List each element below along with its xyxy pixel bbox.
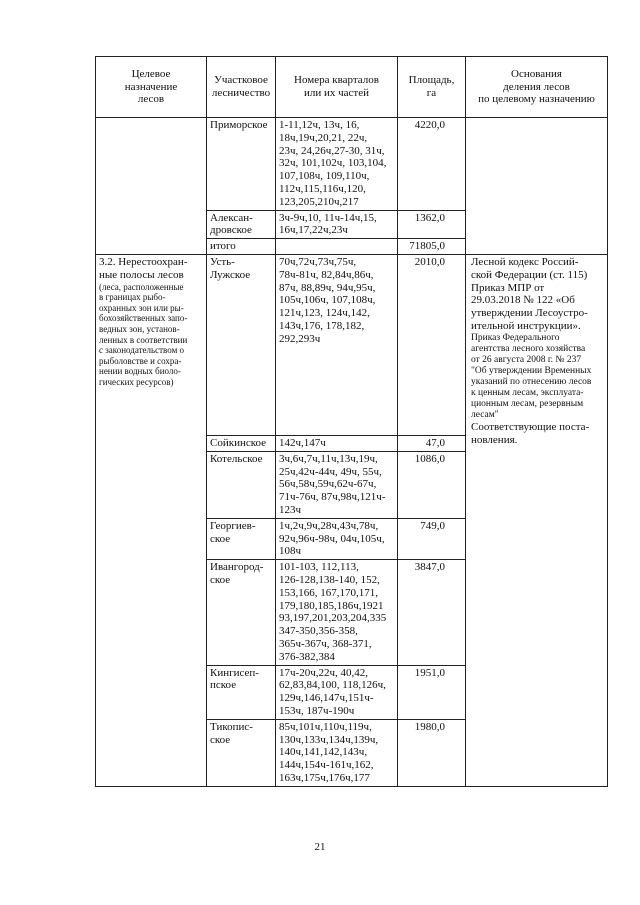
empty-purpose-cell — [96, 118, 207, 255]
quarters-cell: 101-103, 112,113, 126-128,138-140, 152, 153,166, 167,170,171, 179,180,185,186ч,1921 93,197,201,203,204,335 347-350,356-358, 365ч-367ч, 368-371, 376-382,384 — [276, 560, 398, 665]
table-row — [96, 254, 608, 435]
header-district: Участковое лесничество — [207, 57, 276, 118]
section-title: 3.2. Нерестоохран- ные полосы лесов — [99, 255, 188, 281]
area-cell: 749,0 — [398, 518, 466, 559]
header-basis: Основания деления лесов по целевому назначению — [466, 57, 608, 118]
basis-mpr-order: Приказ МПР от 29.03.2018 № 122 «Об утверждении Лесоустро- ительной инструкции». — [471, 281, 588, 332]
area-cell: 4220,0 — [398, 118, 466, 211]
table-header-row — [96, 57, 608, 118]
section-purpose-cell — [96, 254, 207, 786]
table-row — [96, 118, 608, 211]
district-cell: Алексан- дровское — [207, 210, 276, 239]
section-subtitle: (леса, расположенные в границах рыбо- охранных зон или ры- бохозяйственных запо- ведных зон, установ- ленных в соответствии с законодательством о рыболовстве и сохра- нении водных биоло- гических ресурсов) — [99, 281, 188, 387]
area-cell: 1951,0 — [398, 665, 466, 719]
area-cell: 1362,0 — [398, 210, 466, 239]
quarters-cell: 17ч-20ч,22ч, 40,42, 62,83,84,100, 118,126ч, 129ч,146,147ч,151ч- 153ч, 187ч-190ч — [276, 665, 398, 719]
forest-purpose-table — [95, 56, 608, 787]
quarters-cell: 1ч,2ч,9ч,28ч,43ч,78ч, 92ч,96ч-98ч, 04ч,105ч, 108ч — [276, 518, 398, 559]
total-area: 71805,0 — [398, 239, 466, 255]
basis-forest-code: Лесной кодекс Россий- ской Федерации (ст. 115) — [471, 255, 588, 281]
district-cell: Котельское — [207, 451, 276, 518]
total-label: итого — [207, 239, 276, 255]
quarters-cell: 85ч,101ч,110ч,119ч, 130ч,133ч,134ч,139ч, 140ч,141,142,143ч, 144ч,154ч-161ч,162, 163ч,175ч,176ч,177 — [276, 719, 398, 786]
empty-basis-cell — [466, 118, 608, 255]
area-cell: 3847,0 — [398, 560, 466, 665]
header-purpose: Целевое назначение лесов — [96, 57, 207, 118]
district-cell: Усть- Лужское — [207, 254, 276, 435]
area-cell: 1980,0 — [398, 719, 466, 786]
quarters-cell: 3ч,6ч,7ч,11ч,13ч,19ч, 25ч,42ч-44ч, 49ч, 55ч, 56ч,58ч,59ч,62ч-67ч, 71ч-76ч, 87ч,98ч,121ч- 123ч — [276, 451, 398, 518]
quarters-cell: 1-11,12ч, 13ч, 16, 18ч,19ч,20,21, 22ч, 23ч, 24,26ч,27-30, 31ч, 32ч, 101,102ч, 103,104, 107,108ч, 109,110ч, 112ч,115,116ч,120, 123,205,210ч,217 — [276, 118, 398, 211]
district-cell: Георгиев- ское — [207, 518, 276, 559]
quarters-cell: 142ч,147ч — [276, 435, 398, 451]
district-cell: Сойкинское — [207, 435, 276, 451]
district-cell: Ивангород- ское — [207, 560, 276, 665]
total-quarters-cell — [276, 239, 398, 255]
basis-federal-order: Приказ Федерального агентства лесного хозяйства от 26 августа 2008 г. № 237 "Об утверждении Временных указаний по отнесению лесов к ценным лесам, эксплуата- ционным лесам, резервным лесам" — [471, 332, 592, 420]
area-cell: 2010,0 — [398, 254, 466, 435]
page-number: 21 — [314, 841, 326, 853]
header-area: Площадь, га — [398, 57, 466, 118]
basis-cell — [466, 254, 608, 786]
district-cell: Кингисеп- пское — [207, 665, 276, 719]
quarters-cell: 70ч,72ч,73ч,75ч, 78ч-81ч, 82,84ч,86ч, 87ч, 88,89ч, 94ч,95ч, 105ч,106ч, 107,108ч, 121ч,123, 124ч,142, 143ч,176, 178,182, 292,293ч — [276, 254, 398, 435]
district-cell: Приморское — [207, 118, 276, 211]
area-cell: 1086,0 — [398, 451, 466, 518]
quarters-cell: 3ч-9ч,10, 11ч-14ч,15, 16ч,17,22ч,23ч — [276, 210, 398, 239]
header-quarters: Номера кварталов или их частей — [276, 57, 398, 118]
district-cell: Тикопис- ское — [207, 719, 276, 786]
basis-resolutions: Соответствующие поста- новления. — [471, 420, 590, 446]
area-cell: 47,0 — [398, 435, 466, 451]
